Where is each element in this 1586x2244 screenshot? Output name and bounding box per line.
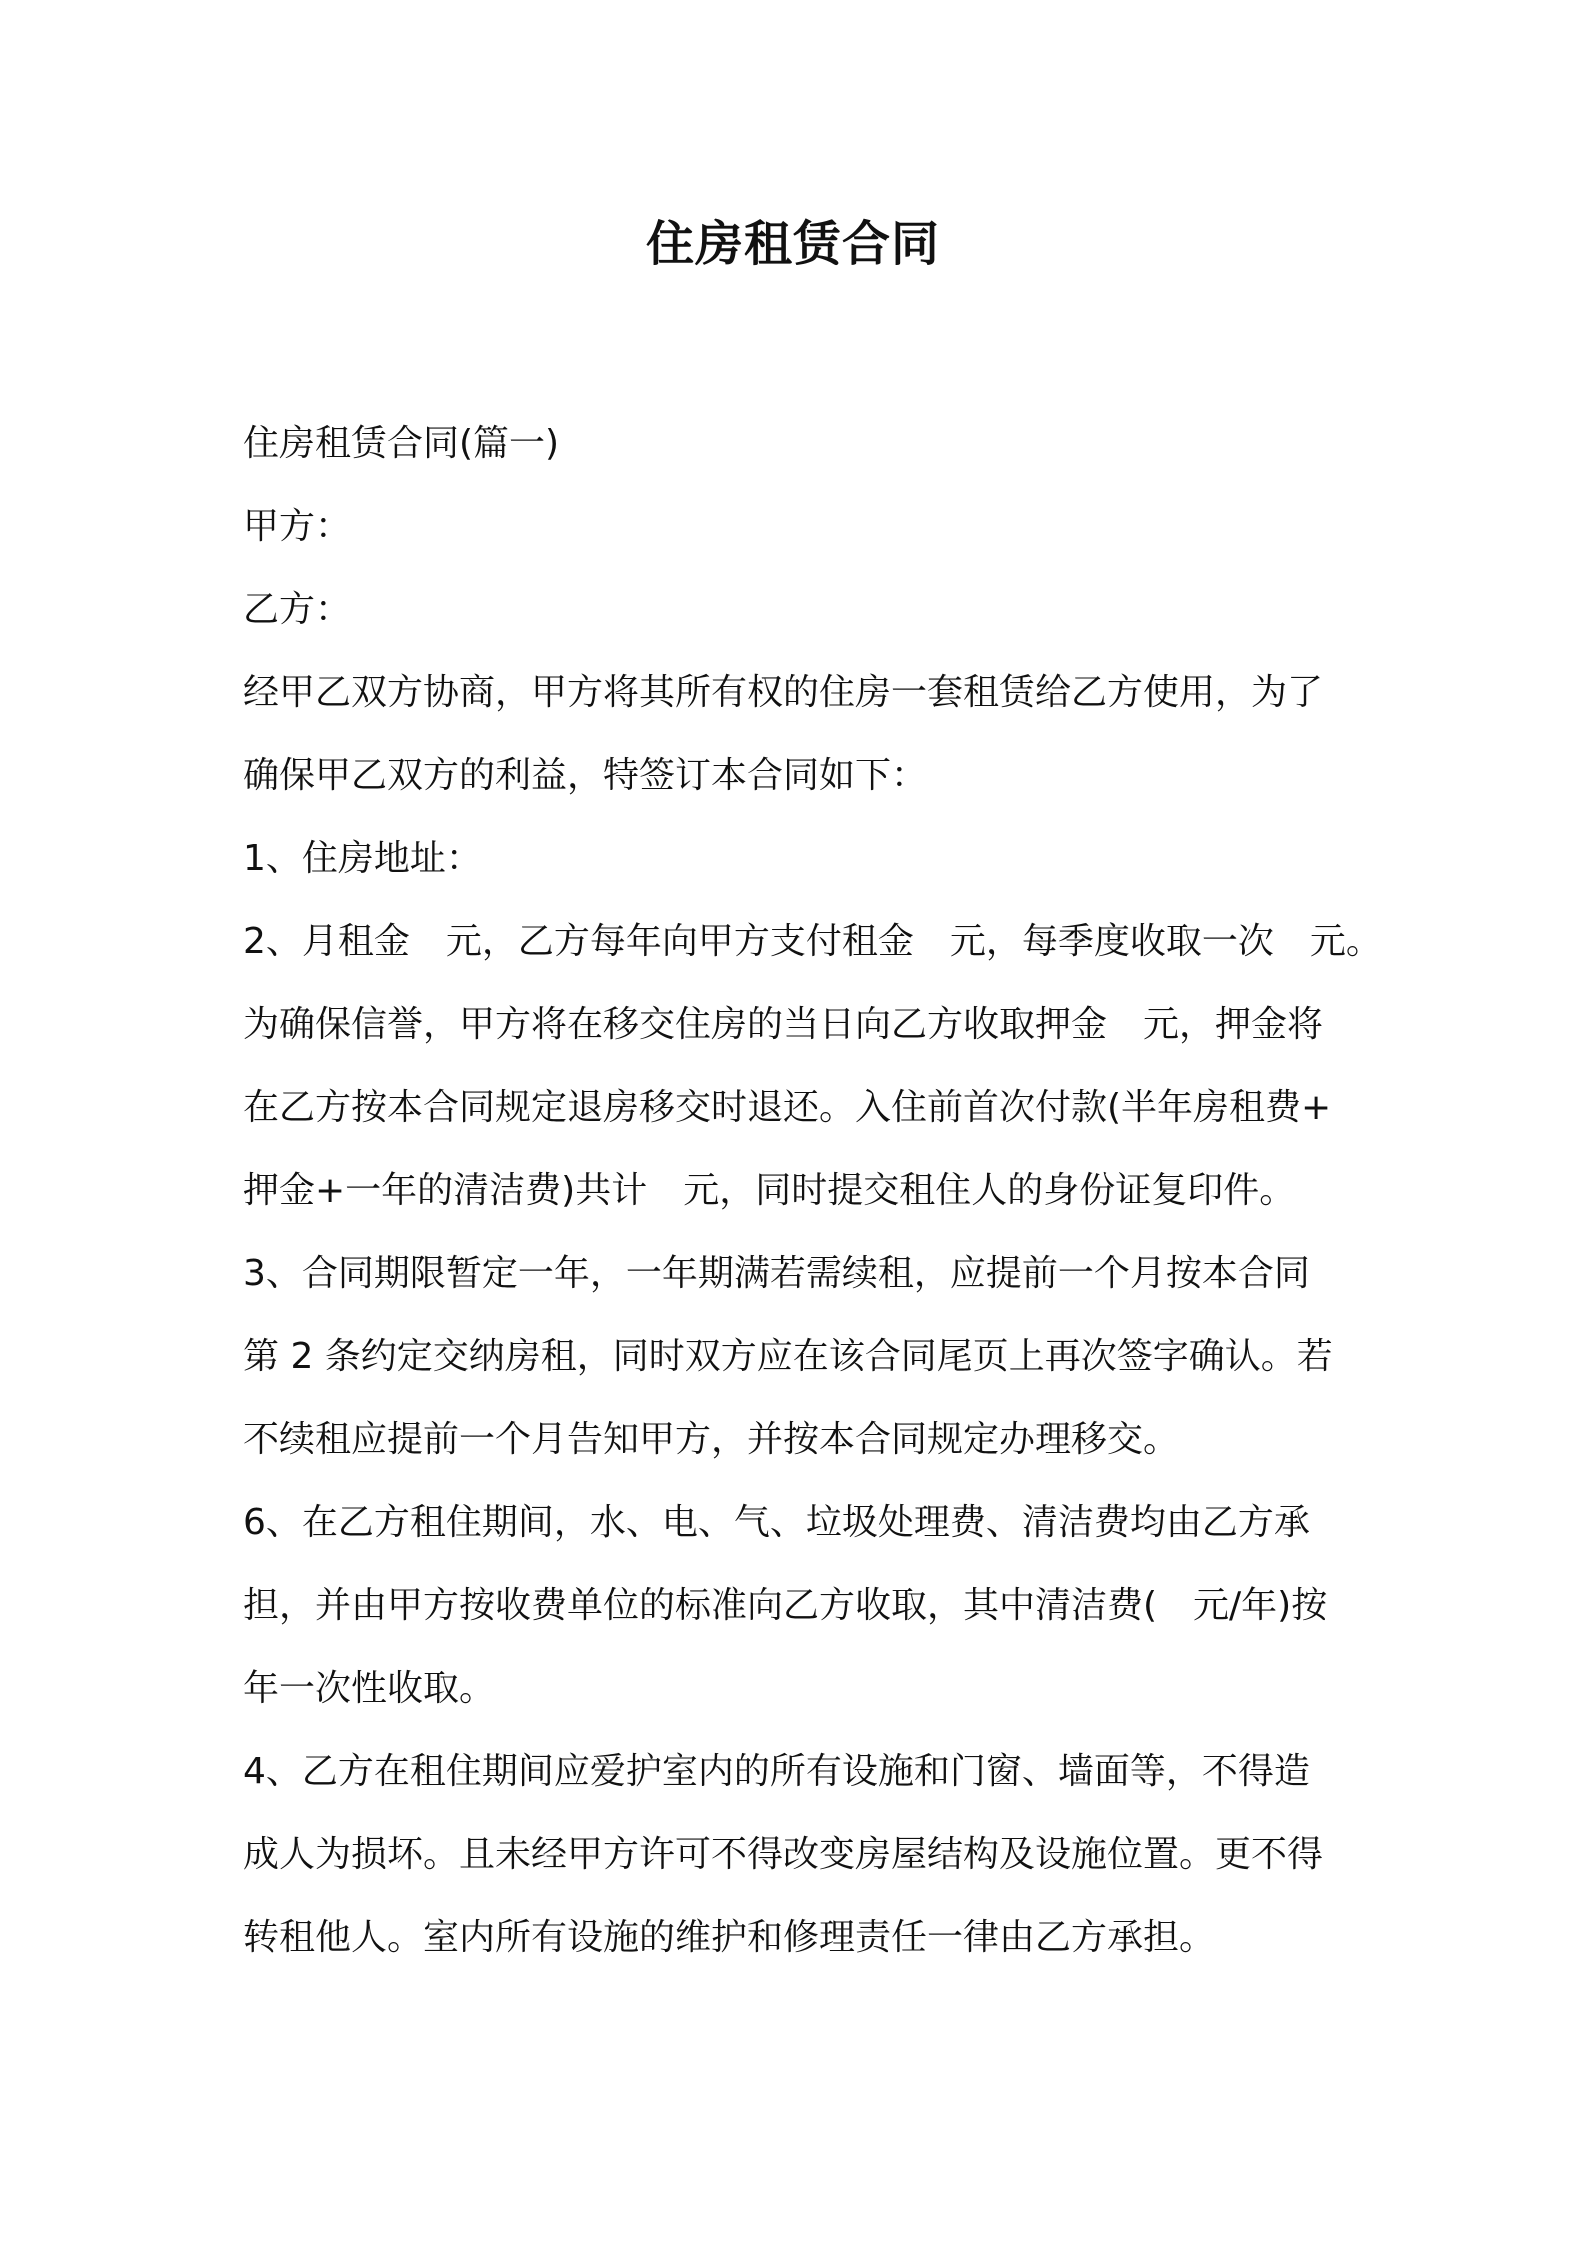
clause-4-line: 4、乙方在租住期间应爱护室内的所有设施和门窗、墙面等，不得造 — [243, 1751, 1310, 1792]
body-line: 成人为损坏。且未经甲方许可不得改变房屋结构及设施位置。更不得 — [243, 1834, 1324, 1875]
body-line: 确保甲乙双方的利益，特签订本合同如下： — [243, 755, 928, 796]
document-body — [243, 402, 1382, 1979]
body-line: 在乙方按本合同规定退房移交时退还。入住前首次付款(半年房租费+ — [243, 1087, 1332, 1128]
body-line: 担，并由甲方按收费单位的标准向乙方收取，其中清洁费( 元/年)按 — [243, 1585, 1328, 1626]
clause-2-line: 2、月租金 元，乙方每年向甲方支付租金 元，每季度收取一次 元。 — [243, 921, 1382, 962]
clause-6-line: 6、在乙方租住期间，水、电、气、垃圾处理费、清洁费均由乙方承 — [243, 1502, 1310, 1543]
body-line: 年一次性收取。 — [243, 1668, 496, 1709]
body-line: 不续租应提前一个月告知甲方，并按本合同规定办理移交。 — [243, 1419, 1180, 1460]
subtitle-line: 住房租赁合同(篇一) — [243, 423, 560, 464]
body-line: 押金+一年的清洁费)共计 元，同时提交租住人的身份证复印件。 — [243, 1170, 1296, 1211]
document-title: 住房租赁合同 — [645, 216, 940, 272]
body-line: 第 2 条约定交纳房租，同时双方应在该合同尾页上再次签字确认。若 — [243, 1336, 1333, 1377]
party-a-line: 甲方： — [243, 506, 352, 547]
body-line: 转租他人。室内所有设施的维护和修理责任一律由乙方承担。 — [243, 1917, 1216, 1958]
body-line: 为确保信誉，甲方将在移交住房的当日向乙方收取押金 元，押金将 — [243, 1004, 1324, 1045]
body-line: 经甲乙双方协商，甲方将其所有权的住房一套租赁给乙方使用，为了 — [243, 672, 1324, 713]
clause-3-line: 3、合同期限暂定一年，一年期满若需续租，应提前一个月按本合同 — [243, 1253, 1310, 1294]
clause-1-line: 1、住房地址： — [243, 838, 482, 879]
party-b-line: 乙方： — [243, 589, 352, 630]
